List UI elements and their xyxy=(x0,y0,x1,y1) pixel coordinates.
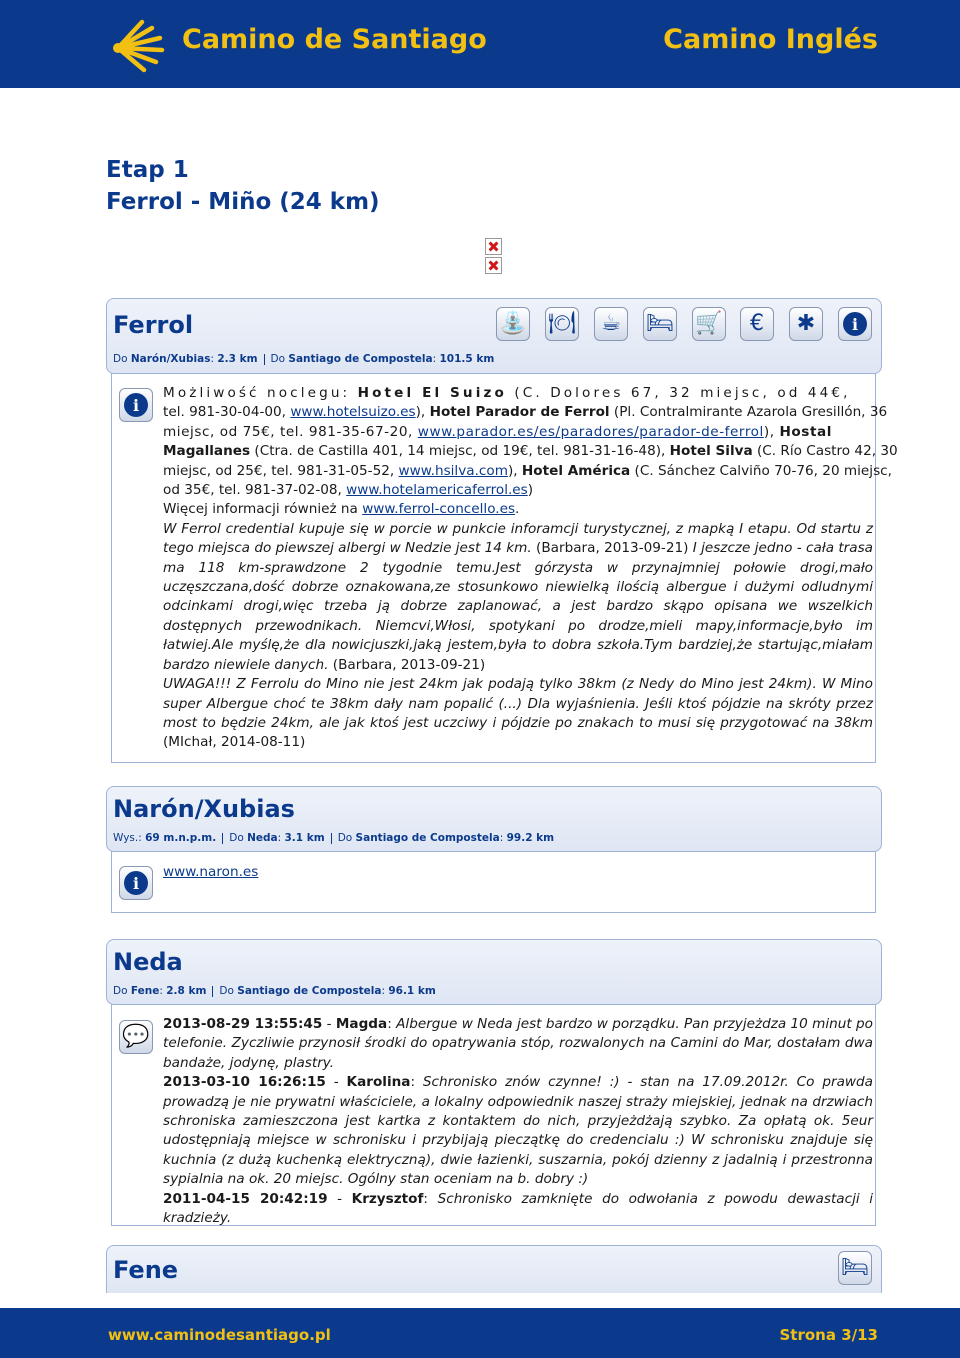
place-name: Ferrol xyxy=(113,311,194,339)
place-name: Fene xyxy=(113,1256,179,1284)
medical-icon[interactable]: ✱ xyxy=(789,307,823,341)
hsilva-link[interactable]: www.hsilva.com xyxy=(398,462,508,479)
cafe-icon[interactable]: ☕ xyxy=(594,307,628,341)
place-name: Neda xyxy=(113,948,183,976)
info-icon[interactable]: i xyxy=(838,307,872,341)
parador-link[interactable]: www.parador.es/es/paradores/parador-de-ferrol xyxy=(417,423,764,440)
distance-info: Wys.: 69 m.n.p.m. Do Neda: 3.1 km Do Santiago de Compostela: 99.2 km xyxy=(113,832,555,844)
hotel-link[interactable]: www.hotelsuizo.es xyxy=(290,404,416,421)
page-number: Strona 3/13 xyxy=(779,1326,878,1344)
place-header-neda xyxy=(106,939,882,1005)
site-title: Camino de Santiago xyxy=(182,24,487,55)
place-header-naron xyxy=(106,786,882,852)
bed-icon[interactable]: 🛏 xyxy=(643,307,677,341)
comments: W Ferrol credential kupuje się w porcie w punkcie inforamcji turystycznej, z mapką I etapu. Od startu z tego miejsca do piewszej albergi w Nedzie jest 14 km. (Barbara, 2013-09-21) I jeszcze jedno - cała trasa ma 118 km-sprawdzone 2 tygodnie temu.Jest górzysta w przynajmniej połowie drogi,mało uczęszczana,dość dobrze oznakowana,ze stosunkowo niewielką ilością albergue i dużymi odludnymi odcinkami drogi,więc trzeba ją dobrze zaplanować, a jest bardzo skąpo opisana we wszelkich dostępnych przewodnikach. Niemcvi,Włosi, spotykani po drodze,mieli mapy,informacje,było im łatwiej.Ale myślę,że dla nowicjuszki,jaką jestem,była to dobra szkoła.Tym bardziej,że startując,miałam bardzo niewiele danych. (Barbara, 2013-09-21) UWAGA!!! Z Ferrolu do Mino nie jest 24km jak podają tylko 38km (z Nedy do Mino jest 24km). W Mino super Albergue choć te 38km dały nam popalić (...) Dla wyjaśnienia. Jeśli ktoś pójdzie na skróty przez most to będzie 24km, ale jak ktoś jest uczciwy i pójdzie po znakach to musi się przygotować na 38km (MIchał, 2014-08-11) xyxy=(163,520,874,751)
distance-info: Do Fene: 2.8 km Do Santiago de Compostela: 96.1 km xyxy=(113,985,436,997)
info-icon[interactable]: i xyxy=(119,388,153,422)
shop-cart-icon[interactable]: 🛒 xyxy=(692,307,726,341)
comment: 2011-04-15 20:42:19 - Krzysztof: Schronisko zamknięte do odwołania z powodu dewastacji i kradzieży. xyxy=(163,1190,874,1227)
hotelamerica-link[interactable]: www.hotelamericaferrol.es xyxy=(346,482,528,499)
restaurant-icon[interactable]: 🍽 xyxy=(545,307,579,341)
place-header-fene xyxy=(106,1245,882,1293)
stage-route: Ferrol - Miño (24 km) xyxy=(106,189,380,215)
info-icon[interactable]: i xyxy=(119,866,153,900)
concello-link[interactable]: www.ferrol-concello.es xyxy=(362,501,516,518)
broken-image-icon xyxy=(485,257,502,274)
naron-text xyxy=(163,863,873,882)
place-name: Narón/Xubias xyxy=(113,795,295,823)
header-bar xyxy=(0,0,960,88)
distance-info: Do Narón/Xubias: 2.3 km Do Santiago de Compostela: 101.5 km xyxy=(113,353,495,365)
bed-icon[interactable]: 🛏 xyxy=(838,1251,872,1285)
comment: 2013-08-29 13:55:45 - Magda: Albergue w Neda jest bardzo w porządku. Pan przyjeżdza 10 minut po telefonie. Zyczliwie przynosił środki do opatrywania stóp, rozwalonych na Camini do Mar, dostałam dwa bandaże, jodynę, plastry. xyxy=(163,1016,874,1071)
stage-number: Etap 1 xyxy=(106,157,189,183)
stage-heading xyxy=(106,154,380,218)
footer-url[interactable]: www.caminodesantiago.pl xyxy=(108,1326,331,1344)
comments-icon[interactable]: 💬 xyxy=(119,1020,153,1054)
neda-comments xyxy=(163,1015,873,1228)
scallop-shell-icon xyxy=(108,14,168,74)
water-icon[interactable]: ⛲ xyxy=(496,307,530,341)
broken-image-icon xyxy=(485,238,502,255)
footer-bar xyxy=(0,1308,960,1358)
accommodation-text: Możliwość noclegu: Hotel El Suizo (C. Dolores 67, 32 miejsc, od 44€, tel. 981-30-04-00, www.hotelsuizo.es), Hotel Parador de Ferrol (Pl. Contralmirante Azarola Gresillón, 36 miejsc, od 75€, tel. 981-35-67-20, www.parador.es/es/paradores/parador-de-ferrol), Hostal Magallanes (Ctra. de Castilla 401, 14 miejsc, od 19€, tel. 981-31-16-48), Hotel Silva (C. Río Castro 42, 30 miejsc, od 25€, tel. 981-31-05-52, www.hsilva.com), Hotel América (C. Sánchez Calviño 70-76, 20 miejsc, od 35€, tel. 981-37-02-08, www.hotelamericaferrol.es) Więcej informacji również na www.ferrol-concello.es. W Ferrol credential kupuje się w porcie w punkcie inforamcji turystycznej, z mapką I etapu. Od startu z tego miejsca do piewszej albergi w Nedzie jest 14 km. (Barbara, 2013-09-21) I jeszcze jedno - cała trasa ma 118 km-sprawdzone 2 tygodnie temu.Jest górzysta w przynajmniej połowie drogi,mało uczęszczana,dość dobrze oznakowana,ze stosunkowo niewielką ilością albergue i dużymi odludnymi odcinkami drogi,więc trzeba ją dobrze zaplanować, a jest bardzo skąpo opisana we wszelkich dostępnych przewodnikach. Niemcvi,Włosi, spotykani po drodze,mieli mapy,informacje,było im łatwiej.Ale myślę,że dla nowicjuszki,jaką jestem,była to dobra szkoła.Tym bardziej,że startując,miałam bardzo niewiele danych. (Barbara, 2013-09-21) UWAGA!!! Z Ferrolu do Mino nie jest 24km jak podają tylko 38km (z Nedy do Mino jest 24km). W Mino super Albergue choć te 38km dały nam popalić (...) Dla wyjaśnienia. Jeśli ktoś pójdzie na skróty przez most to będzie 24km, ale jak ktoś jest uczciwy i pójdzie po znakach to musi się przygotować na 38km (MIchał, 2014-08-11) xyxy=(163,384,873,753)
euro-icon[interactable]: € xyxy=(740,307,774,341)
naron-link[interactable]: www.naron.es xyxy=(163,864,259,880)
route-title: Camino Inglés xyxy=(663,24,878,55)
comment: 2013-03-10 16:26:15 - Karolina: Schronisko znów czynne! :) - stan na 17.09.2012r. Co prawda prowadzą je nie prywatni właściciele, a lokalny odpowiednik naszej straży miejskiej, jednak na drzwiach schroniska zamieszczona jest kartka z kontaktem do nich, przyjeżdżają szybko. Za opłatą ok. 5eur udostępniają miejsce w schronisku i przybijają pieczątkę do credencialu :) W schronisku znajduje się kuchnia (z dużą kuchenką elektryczną), dwie łazienki, suszarnia, pokój dzienny z jadalnią i przestronna sypialnia na ok. 20 miejsc. Ogólny stan oceniam na b. dobry :) xyxy=(163,1074,873,1188)
